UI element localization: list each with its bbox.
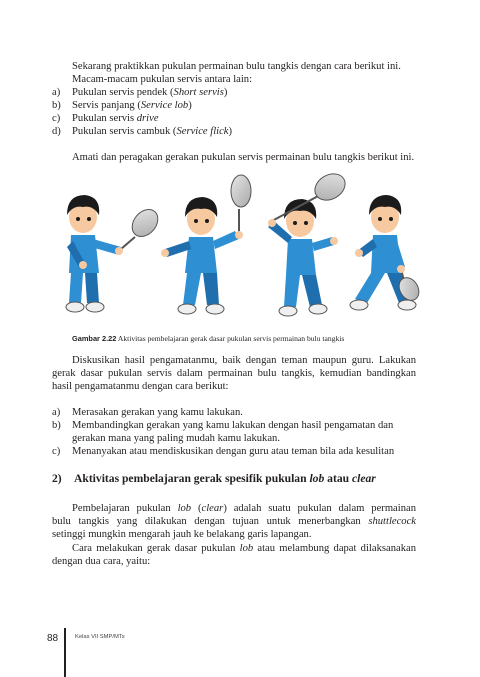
list-item: Membandingkan gerakan yang kamu lakukan dengan hasil pengamatan dan [72,420,394,431]
observe-instruction: Amati dan peragakan gerakan pukulan servis permainan bulu tangkis berikut ini. [72,152,415,163]
footer-book-title: Kelas VII SMP/MTs [75,634,125,640]
serve-figure [55,165,425,320]
list-item-continued: gerakan mana yang paling mudah kamu lakukan. [72,433,280,444]
intro-line-2: Macam-macam pukulan servis antara lain: [72,74,253,85]
para1-line-1: Pembelajaran pukulan lob (clear) adalah suatu pukulan dalam permainan [72,503,417,514]
figure-caption: Gambar 2.22 Aktivitas pembelajaran gerak dasar pukulan servis permainan bulu tangkis [72,333,345,343]
footer-divider [64,628,66,677]
player-figure-3 [268,169,350,316]
discuss-line-2: gerak dasar pukulan servis dalam permainan bulu tangkis, kemudian bandingkan [52,368,416,379]
page-number: 88 [47,633,59,644]
para2-line-2: dengan dua cara, yaitu: [52,556,151,567]
list-marker: d) [52,126,61,137]
list-item: Pukulan servis drive [72,113,159,124]
list-marker: b) [52,100,61,111]
para1-line-2: bulu tangkis yang dilakukan dengan tujuan untuk menerbangkan shuttlecock [52,516,416,527]
list-marker: c) [52,113,61,124]
list-marker: b) [52,420,61,431]
list-item: Servis panjang (Service lob) [72,100,192,111]
discuss-line-3: hasil pengamatanmu dengan cara berikut: [52,381,229,392]
player-figure-1 [66,195,163,312]
list-marker: a) [52,87,61,98]
player-figure-4 [350,195,423,310]
list-item: Menanyakan atau mendiskusikan dengan guru atau teman bila ada kesulitan [72,446,395,457]
para2-line-1: Cara melakukan gerak dasar pukulan lob atau melambung dapat dilaksanakan [72,543,416,554]
para1-line-3: setinggi mungkin mengarah jauh ke belakang garis lapangan. [52,529,312,540]
discuss-line-1: Diskusikan hasil pengamatanmu, baik dengan teman maupun guru. Lakukan [72,355,416,366]
list-item: Pukulan servis pendek (Short servis) [72,87,228,98]
player-figure-2 [161,175,251,314]
intro-line-1: Sekarang praktikkan pukulan permainan bulu tangkis dengan cara berikut ini. [72,61,401,72]
list-item: Pukulan servis cambuk (Service flick) [72,126,233,137]
list-marker: a) [52,407,61,418]
list-marker: c) [52,446,61,457]
list-item: Merasakan gerakan yang kamu lakukan. [72,407,243,418]
